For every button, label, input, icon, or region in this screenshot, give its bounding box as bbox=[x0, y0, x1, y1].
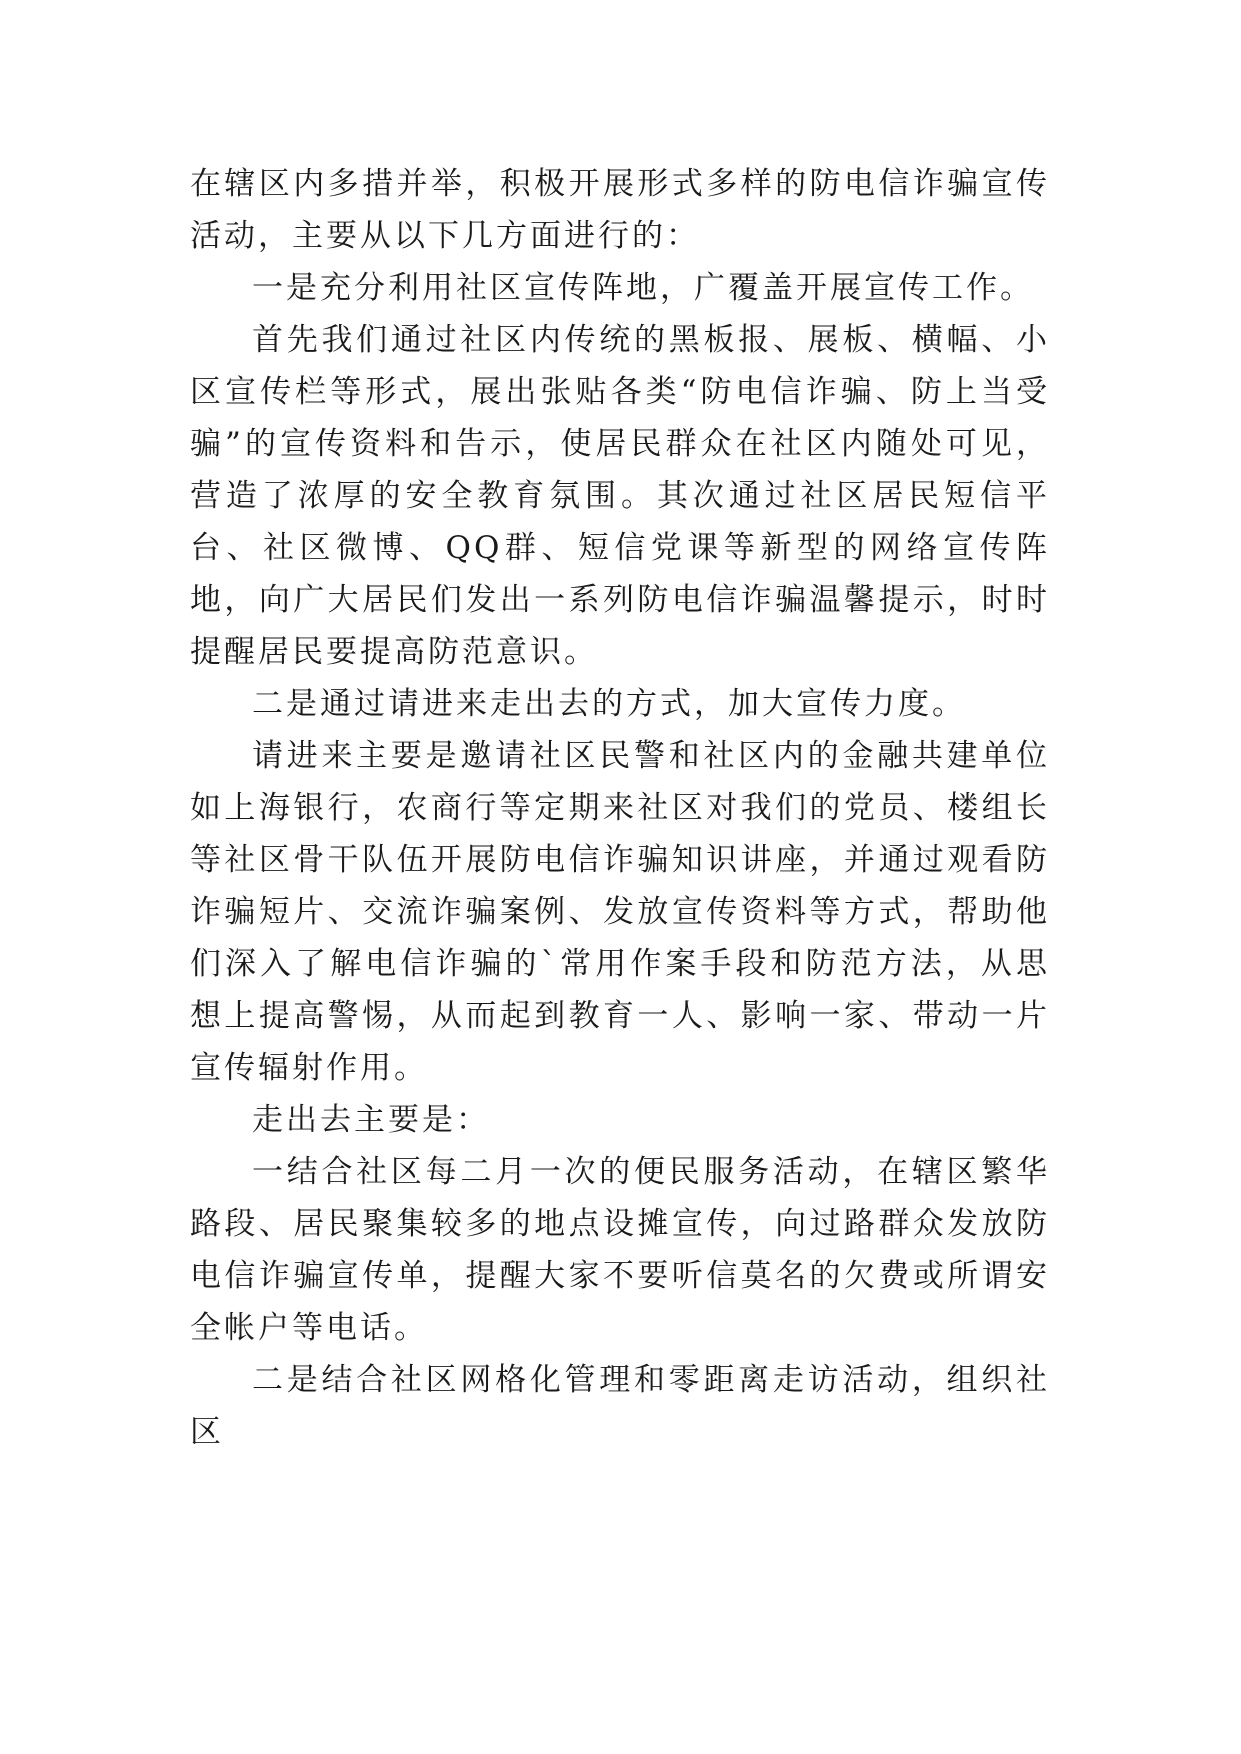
paragraph-4: 二是通过请进来走出去的方式，加大宣传力度。 bbox=[252, 686, 966, 722]
paragraph-7: 一结合社区每二月一次的便民服务活动，在辖区繁华路段、居民聚集较多的地点设摊宣传，向过路群众发放防电信诈骗宣传单，提醒大家不要听信莫名的欠费或所谓安全帐户等电话。 bbox=[190, 1154, 1050, 1346]
paragraph-2: 一是充分利用社区宣传阵地，广覆盖开展宣传工作。 bbox=[252, 270, 1034, 306]
paragraph-6: 走出去主要是： bbox=[252, 1102, 490, 1138]
paragraph-3: 首先我们通过社区内传统的黑板报、展板、横幅、小区宣传栏等形式，展出张贴各类“防电信诈骗、防上当受骗”的宣传资料和告示，使居民群众在社区内随处可见，营造了浓厚的安全教育氛围。其次通过社区居民短信平台、社区微博、QQ群、短信党课等新型的网络宣传阵地，向广大居民们发出一系列防电信诈骗温馨提示，时时提醒居民要提高防范意识。 bbox=[190, 322, 1050, 670]
document-body bbox=[190, 158, 1050, 1458]
paragraph-1: 在辖区内多措并举，积极开展形式多样的防电信诈骗宣传活动，主要从以下几方面进行的： bbox=[190, 166, 1050, 254]
paragraph-8: 二是结合社区网格化管理和零距离走访活动，组织社区 bbox=[190, 1362, 1050, 1450]
paragraph-5: 请进来主要是邀请社区民警和社区内的金融共建单位如上海银行，农商行等定期来社区对我们的党员、楼组长等社区骨干队伍开展防电信诈骗知识讲座，并通过观看防诈骗短片、交流诈骗案例、发放宣传资料等方式，帮助他们深入了解电信诈骗的`常用作案手段和防范方法，从思想上提高警惕，从而起到教育一人、影响一家、带动一片宣传辐射作用。 bbox=[190, 738, 1050, 1086]
